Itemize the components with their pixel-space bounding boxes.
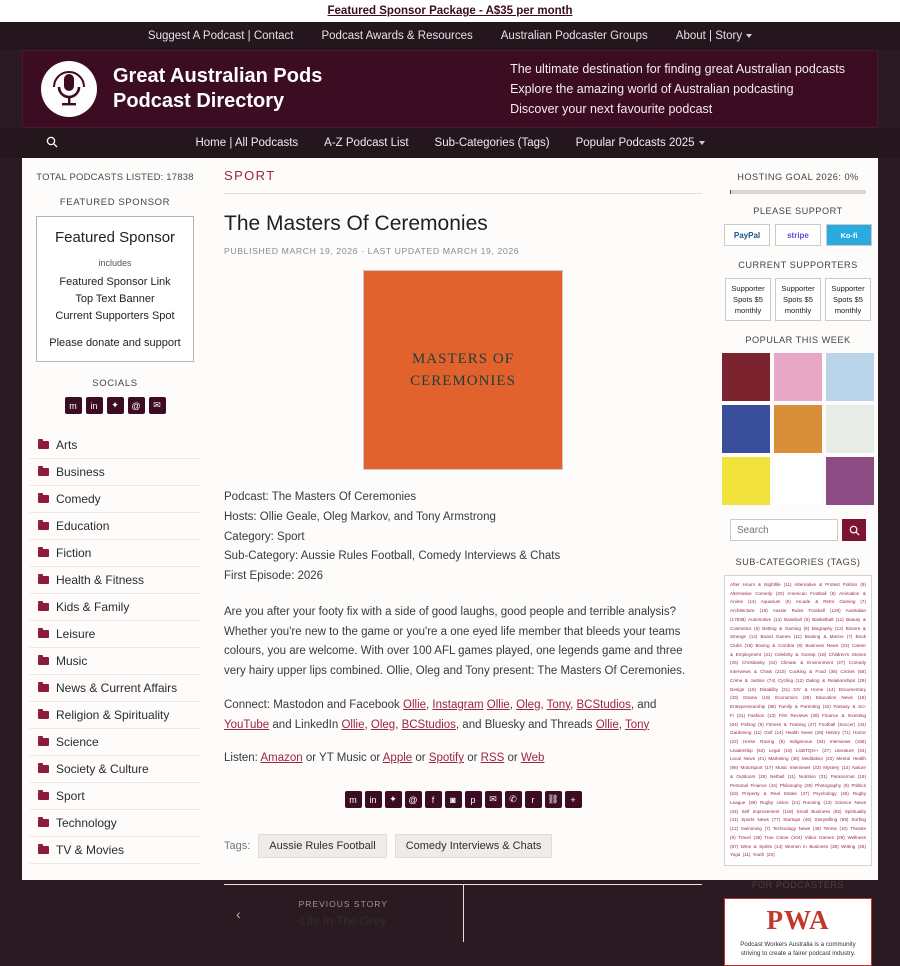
sidebar-item-sport[interactable]	[30, 783, 200, 810]
folder-icon	[38, 603, 49, 611]
podcast-cover-9[interactable]	[826, 457, 874, 505]
podcast-description: Are you after your footy fix with a side of good laughs, good people and terrible analysis? Whether you're new to the game or you're a one eyed life member that bleeds your teams colours, you are welcome. With over 100 AFL games played, one legends game and three very hairy upper lips combined. Ollie, Oleg and Tony present: The Masters Of Ceremonies.	[224, 605, 686, 678]
paypal-button[interactable]: PayPal	[724, 224, 770, 246]
sidebar-item-leisure-label: Leisure	[56, 627, 96, 642]
banner-wrapper	[0, 50, 900, 128]
bluesky-icon[interactable]: ✦	[107, 397, 124, 414]
connect-ollie-instagram[interactable]: Ollie	[486, 698, 510, 711]
podcast-cover-2[interactable]	[774, 353, 822, 401]
previous-story-title: Life In The Grey	[300, 914, 387, 929]
linkedin-icon[interactable]: in	[86, 397, 103, 414]
sidebar-item-science-label: Science	[56, 735, 99, 750]
featured-sponsor-title: Featured Sponsor	[54, 229, 176, 246]
next-story-placeholder	[464, 885, 703, 942]
supporter-slot-2[interactable]: Supporter Spots $5 monthly	[775, 278, 821, 321]
featured-sponsor-heading: FEATURED SPONSOR	[59, 197, 171, 208]
email-icon[interactable]: ✉	[485, 791, 502, 808]
connect-mid3: , and Bluesky and Threads	[455, 718, 593, 731]
messenger-icon[interactable]: ✆	[505, 791, 522, 808]
listen-links-line	[224, 749, 702, 769]
nav-home-all-podcasts[interactable]	[195, 137, 298, 149]
nav-about-story-label: About | Story	[675, 30, 743, 42]
hosting-goal-progress-fill	[730, 190, 731, 194]
connect-mid: , and	[630, 698, 657, 711]
sidebar-item-education[interactable]	[30, 513, 200, 540]
listen-mid4: or	[507, 752, 518, 765]
featured-sponsor-box[interactable]	[36, 216, 194, 362]
folder-icon	[38, 549, 49, 557]
sidebar-item-leisure[interactable]	[30, 621, 200, 648]
site-banner	[22, 50, 878, 128]
tags-label: Tags:	[224, 840, 251, 853]
folder-icon	[38, 765, 49, 773]
nav-suggest-podcast-label: Suggest A Podcast | Contact	[147, 30, 294, 42]
featured-sponsor-item-3: Current Supporters Spot	[55, 310, 175, 323]
previous-story-kicker: PREVIOUS STORY	[298, 899, 388, 910]
supporter-slots	[724, 278, 872, 321]
sidebar-item-technology-label: Technology	[56, 816, 117, 831]
tagline-line-1: The ultimate destination for finding great Australian podcasts	[510, 62, 845, 76]
hosting-goal-progress	[730, 190, 866, 194]
folder-icon	[38, 495, 49, 503]
sidebar-item-comedy-label: Comedy	[56, 492, 101, 507]
socials-row	[30, 397, 200, 414]
listen-mid1: or YT Music or	[305, 752, 381, 765]
fact-podcast: Podcast: The Masters Of Ceremonies	[224, 491, 417, 503]
utility-nav	[0, 22, 900, 50]
popular-this-week-heading: POPULAR THIS WEEK	[745, 335, 851, 345]
search-icon	[849, 525, 860, 536]
connect-prefix: Connect: Mastodon and Facebook	[224, 698, 400, 711]
category-list	[30, 432, 200, 864]
listen-spotify[interactable]: Spotify	[428, 752, 464, 765]
folder-icon	[38, 657, 49, 665]
hosting-goal-heading: HOSTING GOAL 2026: 0%	[737, 172, 859, 182]
current-supporters-heading: CURRENT SUPPORTERS	[738, 260, 858, 270]
main-nav	[0, 128, 900, 158]
stripe-button[interactable]: stripe	[775, 224, 821, 246]
tagline-line-3: Discover your next favourite podcast	[510, 102, 713, 116]
sidebar-item-society-culture-label: Society & Culture	[56, 762, 149, 777]
search-input[interactable]	[730, 519, 838, 541]
sidebar-item-music[interactable]	[30, 648, 200, 675]
bluesky-icon[interactable]: ✦	[385, 791, 402, 808]
connect-instagram[interactable]: Instagram	[432, 698, 484, 711]
podcast-cover-8[interactable]	[774, 457, 822, 505]
podcast-cover-3[interactable]	[826, 353, 874, 401]
connect-ollie-linkedin[interactable]: Ollie	[341, 718, 365, 731]
connect-ollie-bluesky[interactable]: Ollie	[595, 718, 619, 731]
payment-buttons	[724, 224, 872, 246]
tag-comedy-interviews-chats[interactable]: Comedy Interviews & Chats	[395, 834, 553, 858]
folder-icon	[38, 684, 49, 692]
sidebar-item-religion-spirituality[interactable]	[30, 702, 200, 729]
mastodon-icon[interactable]: m	[65, 397, 82, 414]
featured-sponsor-includes: includes	[98, 258, 132, 268]
sidebar-item-society-culture[interactable]	[30, 756, 200, 783]
featured-sponsor-item-2: Top Text Banner	[75, 293, 155, 306]
sidebar-item-science[interactable]	[30, 729, 200, 756]
threads-icon[interactable]: @	[405, 791, 422, 808]
sponsor-bar	[0, 0, 900, 22]
post-meta: PUBLISHED MARCH 19, 2026 · LAST UPDATED MARCH 19, 2026	[224, 246, 520, 256]
main-content	[208, 158, 718, 929]
connect-links-line: Connect: Mastodon and Facebook Ollie, Instagram Ollie, Oleg, Tony, BCStudios, and YouTube and LinkedIn Ollie, Oleg, BCStudios, and Bluesky and Threads Ollie, Tony	[224, 698, 657, 731]
pwa-tagline: Podcast Workers Australia is a community striving to create a fairer podcast industry.	[740, 941, 856, 958]
folder-icon	[38, 522, 49, 530]
podcast-cover-5[interactable]	[774, 405, 822, 453]
site-title-line2: Podcast Directory	[113, 90, 285, 112]
podcast-cover-6[interactable]	[826, 405, 874, 453]
chevron-left-icon: ‹	[236, 905, 241, 922]
sidebar-item-fiction[interactable]	[30, 540, 200, 567]
kofi-button[interactable]: Ko-fi	[826, 224, 872, 246]
folder-icon	[38, 711, 49, 719]
sidebar-item-tv-movies[interactable]	[30, 837, 200, 864]
listen-prefix: Listen:	[224, 752, 258, 765]
connect-oleg-instagram[interactable]: Oleg	[516, 698, 541, 711]
supporter-slot-3[interactable]: Supporter Spots $5 monthly	[825, 278, 871, 321]
left-sidebar	[22, 158, 208, 880]
connect-bcstudios-instagram[interactable]: BCStudios	[576, 698, 631, 711]
tags-row	[224, 834, 702, 858]
sponsor-bar-link[interactable]: Featured Sponsor Package - A$35 per month	[327, 5, 573, 17]
sidebar-item-health-fitness-label: Health & Fitness	[56, 573, 145, 588]
nav-podcaster-groups-label: Australian Podcaster Groups	[500, 30, 648, 42]
connect-youtube[interactable]: YouTube	[224, 718, 270, 731]
main-nav-links	[0, 137, 900, 149]
more-icon[interactable]: +	[565, 791, 582, 808]
nav-home-all-podcasts-label: Home | All Podcasts	[195, 137, 299, 149]
please-support-heading: PLEASE SUPPORT	[753, 206, 843, 216]
share-buttons-row	[224, 791, 702, 808]
popular-this-week-grid	[724, 353, 872, 505]
previous-story-link[interactable]	[224, 885, 464, 942]
listen-mid3: or	[467, 752, 478, 765]
connect-tony-bluesky[interactable]: Tony	[624, 718, 650, 731]
tag-cloud[interactable]: After Hours & Nightlife (11) Alternative & Protest Politics (9) Alternative Comedy (20) American Football (8) Animation & Anime (14) Aquarium (5) Arcade & Retro Gaming (7) Architecture (19) Aussie Rules Football (126) Australian (17838) Automotive (14) Baseball (5) Basketball (11) Beauty & Cosmetics (6) Betting & Gaming (9) Biography (12) Bizarre & Strange (14) Board Games (11) Boating & Marine (7) Book Clubs (18) Boxing & Combat (9) Business News (22) Career & Employment (31) Celebrity & Gossip (18) Children's Stories (25) Christianity (44) Climate & Environment (27) Comedy Interviews & Chats (210) Cooking & Food (36) Cricket (58) Crime & Justice (74) Cycling (12) Dating & Relationships (29) Design (16) Disability (21) DIY & Home (14) Documentary (33) Drama (19) Economics (26) Education News (18) Entrepreneurship (88) Family & Parenting (42) Fantasy & Sci-Fi (31) Fashion (13) Film Reviews (38) Finance & Investing (64) Fishing (9) Fitness & Training (47) Football (Soccer) (44) Gardening (11) Golf (14) Health News (29) History (71) Horror (22) Horse Racing (8) Indigenous (34) Interviews (156) Leadership (52) Legal (19) LGBTQIA+ (27) Literature (24) Local News (41) Marketing (38) Meditation (22) Mental Health (96) Motorsport (17) Music Interviews (33) Mystery (14) Nature & Outdoors (28) Netball (11) Nutrition (31) Paranormal (19) Personal Finance (44) Philosophy (26) Photography (9) Politics (63) Property & Real Estate (37) Psychology (48) Rugby League (39) Rugby Union (21) Running (13) Science News (34) Self Improvement (118) Small Business (92) Spirituality (41) Sports News (77) Startups (46) Storytelling (58) Surfing (12) Swimming (7) Technology News (49) Tennis (10) Theatre (8) Travel (36) True Crime (104) Video Games (29) Wellness (87) Wine & Spirits (14) Women in Business (38) Writing (26) Yoga (11) Youth (23)	[724, 575, 872, 866]
microphone-icon[interactable]	[41, 61, 97, 117]
sidebar-item-news-current-affairs-label: News & Current Affairs	[56, 681, 178, 696]
fact-category: Category: Sport	[224, 530, 305, 543]
nav-sub-categories-label: Sub-Categories (Tags)	[434, 137, 550, 149]
mastodon-icon[interactable]: m	[345, 791, 362, 808]
nav-az-podcast-list-label: A-Z Podcast List	[324, 137, 409, 149]
threads-icon[interactable]: @	[128, 397, 145, 414]
listen-web[interactable]: Web	[520, 752, 545, 765]
nav-sub-categories[interactable]	[435, 137, 550, 149]
for-podcasters-heading: FOR PODCASTERS	[751, 880, 845, 890]
folder-icon	[38, 576, 49, 584]
sidebar-item-news-current-affairs[interactable]	[30, 675, 200, 702]
right-sidebar	[718, 158, 878, 958]
chevron-down-icon	[746, 34, 752, 38]
folder-icon	[38, 468, 49, 476]
sidebar-item-education-label: Education	[56, 519, 110, 534]
sidebar-item-arts[interactable]	[30, 432, 200, 459]
microphone-icon-svg	[52, 70, 86, 108]
featured-sponsor-item-1: Featured Sponsor Link	[59, 276, 171, 288]
nav-az-podcast-list[interactable]	[324, 137, 408, 149]
sub-categories-heading: SUB-CATEGORIES (TAGS)	[735, 557, 861, 567]
supporter-slot-1[interactable]: Supporter Spots $5 monthly	[725, 278, 771, 321]
connect-mid2: and LinkedIn	[272, 718, 339, 731]
nav-podcast-awards[interactable]	[321, 30, 472, 42]
podcast-facts	[224, 488, 702, 587]
instagram-icon[interactable]: ◙	[445, 791, 462, 808]
folder-icon	[38, 846, 49, 854]
facebook-icon[interactable]: f	[425, 791, 442, 808]
sidebar-item-music-label: Music	[56, 654, 88, 669]
email-icon[interactable]: ✉	[149, 397, 166, 414]
site-tagline	[510, 59, 859, 119]
chevron-down-icon	[699, 141, 705, 145]
linkedin-icon[interactable]: in	[365, 791, 382, 808]
listen-mid2: or	[415, 752, 426, 765]
fact-hosts: Hosts: Ollie Geale, Oleg Markov, and Tony Armstrong	[224, 510, 496, 523]
sidebar-item-health-fitness[interactable]	[30, 567, 200, 594]
listen-amazon[interactable]: Amazon	[260, 752, 303, 765]
pinterest-icon[interactable]: p	[465, 791, 482, 808]
podcast-cover-art	[363, 270, 563, 470]
connect-oleg-linkedin[interactable]: Oleg	[370, 718, 396, 731]
podcast-cover-1[interactable]	[722, 353, 770, 401]
sidebar-item-religion-spirituality-label: Religion & Spirituality	[56, 708, 170, 723]
socials-heading: SOCIALS	[92, 378, 138, 390]
nav-popular-podcasts-2025-label: Popular Podcasts 2025	[575, 137, 695, 149]
total-podcasts-listed: TOTAL PODCASTS LISTED: 17838	[36, 172, 194, 183]
podcast-cover-art-text: MASTERS OF CEREMONIES	[410, 350, 516, 389]
sidebar-item-comedy[interactable]	[30, 486, 200, 513]
nav-podcast-awards-label: Podcast Awards & Resources	[321, 30, 473, 42]
nav-popular-podcasts-2025[interactable]	[576, 137, 705, 149]
sidebar-search	[724, 519, 872, 541]
folder-icon	[38, 819, 49, 827]
connect-ollie-facebook[interactable]: Ollie	[403, 698, 427, 711]
reddit-icon[interactable]: r	[525, 791, 542, 808]
site-title-line1: Great Australian Pods	[113, 65, 323, 87]
folder-icon	[38, 630, 49, 638]
featured-sponsor-donate: Please donate and support	[49, 337, 181, 350]
connect-tony-instagram[interactable]: Tony	[546, 698, 571, 711]
folder-icon	[38, 738, 49, 746]
fact-first-episode: First Episode: 2026	[224, 570, 324, 583]
folder-icon	[38, 441, 49, 449]
sidebar-item-technology[interactable]	[30, 810, 200, 837]
nav-suggest-podcast[interactable]	[148, 30, 294, 42]
folder-icon	[38, 792, 49, 800]
podcast-cover-4[interactable]	[722, 405, 770, 453]
listen-apple[interactable]: Apple	[382, 752, 413, 765]
sidebar-item-fiction-label: Fiction	[56, 546, 92, 561]
sidebar-item-sport-label: Sport	[56, 789, 85, 804]
nav-podcaster-groups[interactable]	[501, 30, 648, 42]
sidebar-item-business[interactable]	[30, 459, 200, 486]
page-body	[22, 158, 878, 958]
pwa-logo: PWA	[766, 905, 830, 935]
link-icon[interactable]: ⛓	[545, 791, 562, 808]
post-pager	[224, 884, 702, 942]
podcast-cover-7[interactable]	[722, 457, 770, 505]
pwa-banner[interactable]	[724, 898, 872, 966]
tag-aussie-rules-football[interactable]: Aussie Rules Football	[258, 834, 386, 858]
connect-bcstudios-linkedin[interactable]: BCStudios	[401, 718, 456, 731]
listen-rss[interactable]: RSS	[480, 752, 505, 765]
site-title[interactable]	[113, 64, 322, 114]
fact-subcategory: Sub-Category: Aussie Rules Football, Comedy Interviews & Chats	[224, 550, 561, 563]
sidebar-item-arts-label: Arts	[56, 438, 78, 453]
page-title: The Masters Of Ceremonies	[224, 212, 488, 235]
sidebar-item-tv-movies-label: TV & Movies	[56, 843, 125, 858]
category-kicker[interactable]: SPORT	[224, 168, 702, 194]
sidebar-item-kids-family-label: Kids & Family	[56, 600, 130, 615]
sidebar-item-business-label: Business	[56, 465, 105, 480]
tagline-line-2: Explore the amazing world of Australian podcasting	[510, 82, 794, 96]
nav-about-story[interactable]	[676, 30, 752, 42]
search-button[interactable]	[842, 519, 866, 541]
sidebar-item-kids-family[interactable]	[30, 594, 200, 621]
